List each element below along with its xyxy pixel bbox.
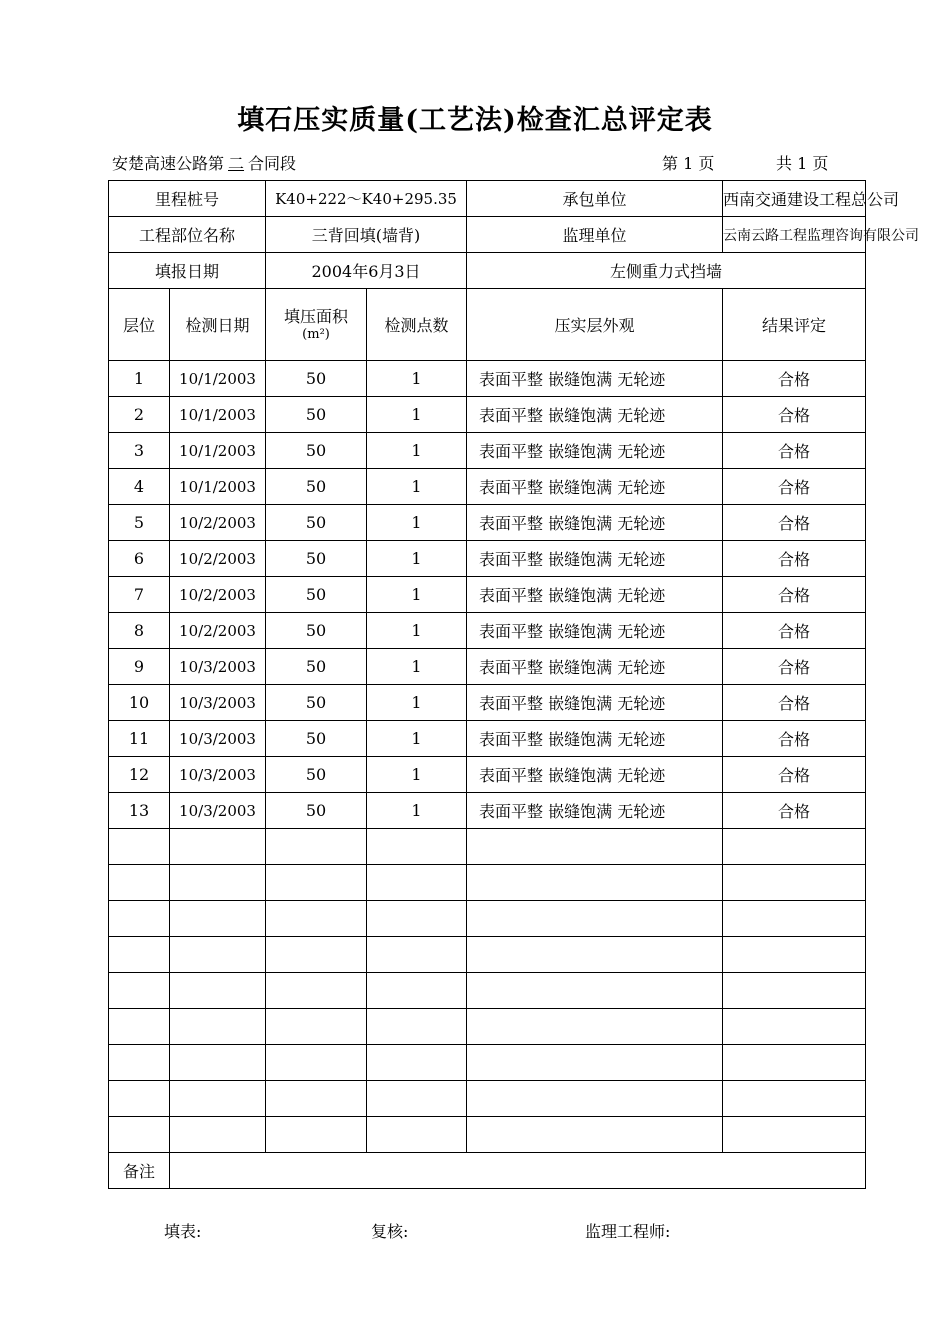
cell-layer: 3 <box>109 433 170 469</box>
empty-cell <box>109 829 170 865</box>
cell-points: 1 <box>367 397 467 433</box>
cell-result: 合格 <box>723 649 866 685</box>
contractor-value: 西南交通建设工程总公司 <box>723 181 866 217</box>
info-row-date <box>109 253 866 289</box>
cell-date: 10/1/2003 <box>170 469 266 505</box>
empty-cell <box>723 937 866 973</box>
cell-area: 50 <box>266 649 367 685</box>
part-label: 工程部位名称 <box>109 217 266 253</box>
cell-appearance: 表面平整 嵌缝饱满 无轮迹 <box>467 793 723 829</box>
remarks-value <box>170 1153 866 1189</box>
station-label: 里程桩号 <box>109 181 266 217</box>
empty-row <box>109 865 866 901</box>
cell-date: 10/2/2003 <box>170 577 266 613</box>
empty-cell <box>266 865 367 901</box>
page-number: 第 1 页 <box>662 154 715 173</box>
remarks-row <box>109 1153 866 1189</box>
empty-cell <box>109 1117 170 1153</box>
empty-cell <box>109 1045 170 1081</box>
empty-cell <box>367 1009 467 1045</box>
cell-date: 10/3/2003 <box>170 793 266 829</box>
cell-area: 50 <box>266 541 367 577</box>
cell-result: 合格 <box>723 397 866 433</box>
empty-row <box>109 1045 866 1081</box>
empty-cell <box>723 1045 866 1081</box>
section-number: 二 <box>228 154 245 173</box>
empty-row <box>109 937 866 973</box>
empty-cell <box>170 1045 266 1081</box>
empty-cell <box>467 937 723 973</box>
cell-date: 10/3/2003 <box>170 649 266 685</box>
col-appearance: 压实层外观 <box>467 289 723 361</box>
cell-date: 10/3/2003 <box>170 757 266 793</box>
footer-engineer: 监理工程师: <box>585 1222 671 1241</box>
cell-area: 50 <box>266 793 367 829</box>
footer-filler: 填表: <box>164 1222 202 1241</box>
empty-cell <box>367 1045 467 1081</box>
cell-layer: 12 <box>109 757 170 793</box>
empty-cell <box>367 865 467 901</box>
inspection-table <box>108 180 920 1189</box>
empty-cell <box>467 1117 723 1153</box>
col-area-label: 填压面积 <box>284 307 349 326</box>
cell-area: 50 <box>266 505 367 541</box>
empty-cell <box>723 901 866 937</box>
col-result: 结果评定 <box>723 289 866 361</box>
empty-cell <box>467 973 723 1009</box>
cell-points: 1 <box>367 361 467 397</box>
empty-cell <box>367 937 467 973</box>
table-row <box>109 793 866 829</box>
table-row <box>109 433 866 469</box>
empty-cell <box>367 973 467 1009</box>
info-row-part <box>109 217 866 253</box>
empty-cell <box>723 973 866 1009</box>
cell-appearance: 表面平整 嵌缝饱满 无轮迹 <box>467 433 723 469</box>
column-header-row <box>109 289 866 361</box>
station-value: K40+222～K40+295.35 <box>266 181 467 217</box>
cell-points: 1 <box>367 577 467 613</box>
location-note: 左侧重力式挡墙 <box>467 253 866 289</box>
table-row <box>109 469 866 505</box>
cell-date: 10/1/2003 <box>170 433 266 469</box>
cell-area: 50 <box>266 757 367 793</box>
cell-points: 1 <box>367 757 467 793</box>
empty-cell <box>467 1045 723 1081</box>
empty-cell <box>723 1009 866 1045</box>
cell-layer: 9 <box>109 649 170 685</box>
empty-row <box>109 1117 866 1153</box>
cell-points: 1 <box>367 433 467 469</box>
cell-date: 10/3/2003 <box>170 685 266 721</box>
empty-cell <box>467 1009 723 1045</box>
cell-layer: 5 <box>109 505 170 541</box>
empty-cell <box>266 1081 367 1117</box>
col-check-date: 检测日期 <box>170 289 266 361</box>
empty-cell <box>467 1081 723 1117</box>
cell-area: 50 <box>266 397 367 433</box>
cell-appearance: 表面平整 嵌缝饱满 无轮迹 <box>467 577 723 613</box>
empty-cell <box>467 865 723 901</box>
cell-layer: 11 <box>109 721 170 757</box>
empty-cell <box>723 1081 866 1117</box>
table-row <box>109 757 866 793</box>
cell-result: 合格 <box>723 541 866 577</box>
empty-cell <box>170 1117 266 1153</box>
table-row <box>109 685 866 721</box>
cell-area: 50 <box>266 721 367 757</box>
cell-appearance: 表面平整 嵌缝饱满 无轮迹 <box>467 469 723 505</box>
page-title: 填石压实质量(工艺法)检查汇总评定表 <box>237 105 713 136</box>
cell-appearance: 表面平整 嵌缝饱满 无轮迹 <box>467 361 723 397</box>
page-total: 共 1 页 <box>776 154 829 173</box>
cell-appearance: 表面平整 嵌缝饱满 无轮迹 <box>467 721 723 757</box>
cell-layer: 4 <box>109 469 170 505</box>
empty-cell <box>170 829 266 865</box>
cell-result: 合格 <box>723 685 866 721</box>
cell-points: 1 <box>367 505 467 541</box>
cell-layer: 7 <box>109 577 170 613</box>
cell-layer: 6 <box>109 541 170 577</box>
cell-date: 10/1/2003 <box>170 397 266 433</box>
cell-points: 1 <box>367 541 467 577</box>
cell-area: 50 <box>266 361 367 397</box>
empty-cell <box>723 1117 866 1153</box>
empty-cell <box>170 865 266 901</box>
date-label: 填报日期 <box>109 253 266 289</box>
empty-cell <box>109 973 170 1009</box>
cell-result: 合格 <box>723 793 866 829</box>
part-value: 三背回填(墙背) <box>266 217 467 253</box>
footer-reviewer: 复核: <box>371 1222 409 1241</box>
table-row <box>109 649 866 685</box>
cell-result: 合格 <box>723 505 866 541</box>
cell-result: 合格 <box>723 721 866 757</box>
table-row <box>109 361 866 397</box>
cell-points: 1 <box>367 793 467 829</box>
empty-cell <box>266 901 367 937</box>
empty-cell <box>266 1009 367 1045</box>
cell-points: 1 <box>367 613 467 649</box>
col-layer: 层位 <box>109 289 170 361</box>
cell-result: 合格 <box>723 757 866 793</box>
cell-appearance: 表面平整 嵌缝饱满 无轮迹 <box>467 541 723 577</box>
cell-layer: 2 <box>109 397 170 433</box>
cell-date: 10/2/2003 <box>170 613 266 649</box>
project-suffix: 合同段 <box>248 154 297 173</box>
cell-layer: 8 <box>109 613 170 649</box>
remarks-label: 备注 <box>109 1153 170 1189</box>
supervisor-value: 云南云路工程监理咨询有限公司 <box>723 217 866 253</box>
empty-cell <box>109 1009 170 1045</box>
project-prefix: 安楚高速公路第 <box>112 154 225 173</box>
empty-row <box>109 901 866 937</box>
cell-appearance: 表面平整 嵌缝饱满 无轮迹 <box>467 757 723 793</box>
cell-result: 合格 <box>723 613 866 649</box>
cell-appearance: 表面平整 嵌缝饱满 无轮迹 <box>467 505 723 541</box>
cell-date: 10/3/2003 <box>170 721 266 757</box>
supervisor-label: 监理单位 <box>467 217 723 253</box>
empty-row <box>109 829 866 865</box>
table-row <box>109 505 866 541</box>
cell-layer: 1 <box>109 361 170 397</box>
cell-result: 合格 <box>723 361 866 397</box>
empty-cell <box>367 829 467 865</box>
cell-appearance: 表面平整 嵌缝饱满 无轮迹 <box>467 613 723 649</box>
empty-cell <box>266 1045 367 1081</box>
table-row <box>109 397 866 433</box>
cell-points: 1 <box>367 469 467 505</box>
cell-area: 50 <box>266 577 367 613</box>
empty-cell <box>266 829 367 865</box>
empty-cell <box>170 901 266 937</box>
empty-cell <box>266 1117 367 1153</box>
cell-area: 50 <box>266 469 367 505</box>
cell-layer: 10 <box>109 685 170 721</box>
cell-date: 10/2/2003 <box>170 505 266 541</box>
empty-cell <box>367 1117 467 1153</box>
date-value: 2004年6月3日 <box>266 253 467 289</box>
cell-result: 合格 <box>723 469 866 505</box>
cell-layer: 13 <box>109 793 170 829</box>
empty-cell <box>467 901 723 937</box>
empty-row <box>109 1081 866 1117</box>
contractor-label: 承包单位 <box>467 181 723 217</box>
empty-cell <box>723 865 866 901</box>
cell-appearance: 表面平整 嵌缝饱满 无轮迹 <box>467 397 723 433</box>
empty-cell <box>109 937 170 973</box>
empty-cell <box>170 973 266 1009</box>
empty-cell <box>109 865 170 901</box>
empty-cell <box>367 901 467 937</box>
cell-date: 10/1/2003 <box>170 361 266 397</box>
cell-points: 1 <box>367 685 467 721</box>
empty-row <box>109 1009 866 1045</box>
cell-appearance: 表面平整 嵌缝饱满 无轮迹 <box>467 685 723 721</box>
empty-cell <box>266 973 367 1009</box>
cell-points: 1 <box>367 721 467 757</box>
cell-area: 50 <box>266 433 367 469</box>
empty-cell <box>467 829 723 865</box>
project-section <box>112 151 296 174</box>
empty-row <box>109 973 866 1009</box>
col-area <box>266 289 367 361</box>
table-row <box>109 721 866 757</box>
empty-cell <box>723 829 866 865</box>
empty-cell <box>109 901 170 937</box>
col-area-unit: (m²) <box>302 327 330 342</box>
empty-cell <box>170 937 266 973</box>
cell-result: 合格 <box>723 433 866 469</box>
cell-result: 合格 <box>723 577 866 613</box>
cell-points: 1 <box>367 649 467 685</box>
table-row <box>109 577 866 613</box>
col-points: 检测点数 <box>367 289 467 361</box>
cell-appearance: 表面平整 嵌缝饱满 无轮迹 <box>467 649 723 685</box>
cell-date: 10/2/2003 <box>170 541 266 577</box>
empty-cell <box>266 937 367 973</box>
empty-cell <box>170 1081 266 1117</box>
empty-cell <box>170 1009 266 1045</box>
cell-area: 50 <box>266 613 367 649</box>
cell-area: 50 <box>266 685 367 721</box>
table-row <box>109 541 866 577</box>
empty-cell <box>109 1081 170 1117</box>
table-row <box>109 613 866 649</box>
info-row-station <box>109 181 866 217</box>
empty-cell <box>367 1081 467 1117</box>
